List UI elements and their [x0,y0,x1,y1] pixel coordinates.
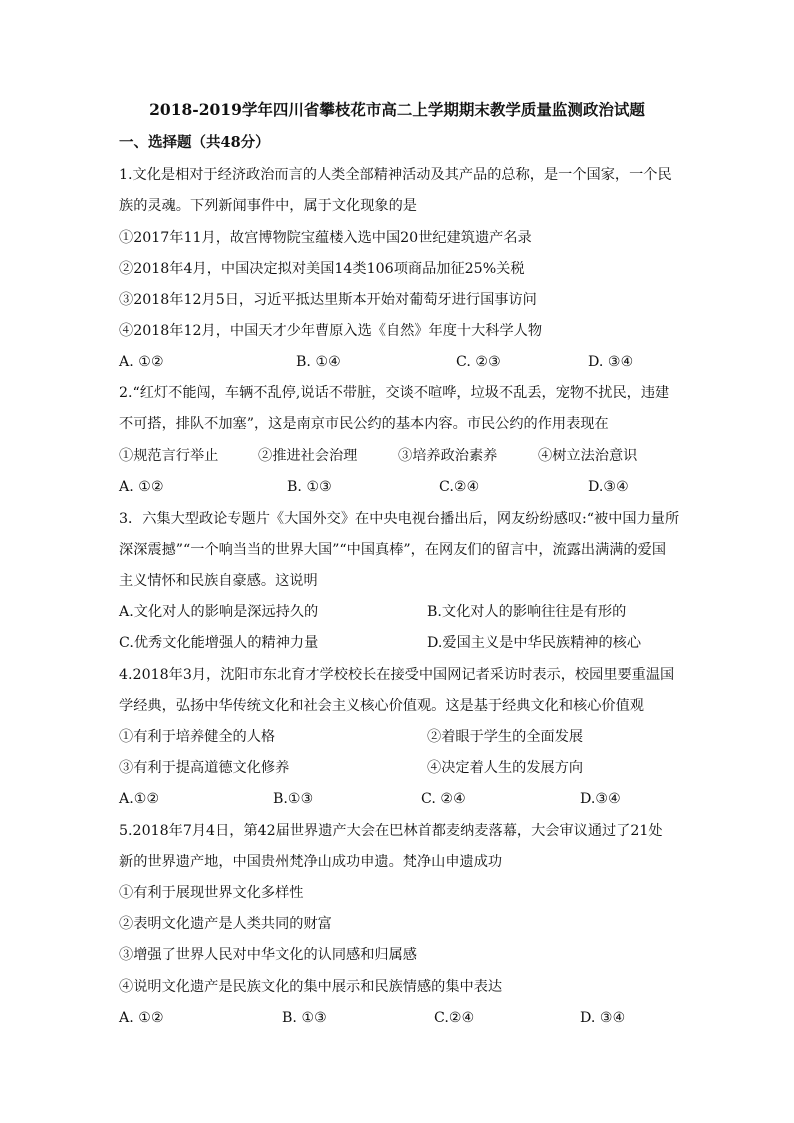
q4-option-a: A.①② [119,791,160,807]
q3-option-a: A.文化对人的影响是深远持久的 [119,604,319,620]
q1-stem-line-2: 族的灵魂。下列新闻事件中，属于文化现象的是 [119,198,417,214]
section-heading: 一、选择题（共48分） [119,134,270,151]
q4-item-4: ④决定着人生的发展方向 [427,760,584,776]
q3-stem-line-1: 3．六集大型政论专题片《大国外交》在中央电视台播出后，网友纷纷感叹:“被中国力量所 [119,511,680,527]
q1-option-a: A. ①② [119,354,164,370]
q1-stem-line-1: 1.文化是相对于经济政治而言的人类全部精神活动及其产品的总称，是一个国家，一个民 [119,167,672,183]
q2-item-3: ③培养政治素养 [398,448,498,464]
q4-stem-line-2: 学经典，弘扬中华传统文化和社会主义核心价值观。这是基于经典文化和核心价值观 [119,698,644,714]
q3-option-d: D.爱国主义是中华民族精神的核心 [427,635,642,651]
q4-option-d: D.③④ [580,791,621,807]
q1-item-1: ①2017年11月，故宫博物院宝蕴楼入选中国20世纪建筑遗产名录 [119,230,532,246]
q4-item-2: ②着眼于学生的全面发展 [427,729,584,745]
q5-item-3: ③增强了世界人民对中华文化的认同感和归属感 [119,947,417,963]
q1-item-3: ③2018年12月5日，习近平抵达里斯本开始对葡萄牙进行国事访问 [119,292,537,308]
q1-option-c: C. ②③ [456,354,501,370]
q5-item-1: ①有利于展现世界文化多样性 [119,885,304,901]
q5-option-d: D. ③④ [580,1010,626,1026]
q2-option-d: D.③④ [588,479,629,495]
q3-option-b: B.文化对人的影响往往是有形的 [427,604,627,620]
q1-option-b: B. ①④ [296,354,341,370]
q2-item-2: ②推进社会治理 [258,448,358,464]
q3-option-c: C.优秀文化能增强人的精神力量 [119,635,319,651]
q5-option-c: C.②④ [434,1010,475,1026]
q2-stem-line-1: 2.“红灯不能闯，车辆不乱停,说话不带脏，交谈不喧哗，垃圾不乱丢，宠物不扰民，违建 [119,385,670,401]
q4-option-b: B.①③ [273,791,314,807]
q1-item-2: ②2018年4月，中国决定拟对美国14类106项商品加征25%关税 [119,261,525,277]
q4-item-3: ③有利于提高道德文化修养 [119,760,290,776]
q2-item-4: ④树立法治意识 [538,448,638,464]
page-title: 2018-2019学年四川省攀枝花市高二上学期期末教学质量监测政治试题 [149,100,645,119]
q5-stem-line-2: 新的世界遗产地，中国贵州梵净山成功申遗。梵净山申遗成功 [119,854,503,870]
q2-item-1: ①规范言行举止 [119,448,219,464]
q1-option-d: D. ③④ [588,354,634,370]
q4-option-c: C. ②④ [421,791,466,807]
q5-option-b: B. ①③ [282,1010,327,1026]
q5-item-2: ②表明文化遗产是人类共同的财富 [119,916,332,932]
q1-item-4: ④2018年12月，中国天才少年曹原入选《自然》年度十大科学人物 [119,323,543,339]
q2-option-c: C.②④ [439,479,480,495]
q5-option-a: A. ①② [119,1010,164,1026]
q3-stem-line-3: 主义情怀和民族自豪感。这说明 [119,573,318,589]
q3-stem-line-2: 深深震撼”“一个响当当的世界大国”“中国真棒”，在网友们的留言中，流露出满满的爱国 [119,542,667,558]
q5-stem-line-1: 5.2018年7月4日，第42届世界遗产大会在巴林首都麦纳麦落幕，大会审议通过了21处 [119,823,663,839]
q4-item-1: ①有利于培养健全的人格 [119,729,276,745]
q4-stem-line-1: 4.2018年3月，沈阳市东北育才学校校长在接受中国网记者采访时表示，校园里要重温国 [119,667,675,683]
q2-option-b: B. ①③ [287,479,332,495]
q2-stem-line-2: 不可搭，排队不加塞”，这是南京市民公约的基本内容。市民公约的作用表现在 [119,416,609,432]
q5-item-4: ④说明文化遗产是民族文化的集中展示和民族情感的集中表达 [119,979,503,995]
q2-option-a: A. ①② [119,479,164,495]
